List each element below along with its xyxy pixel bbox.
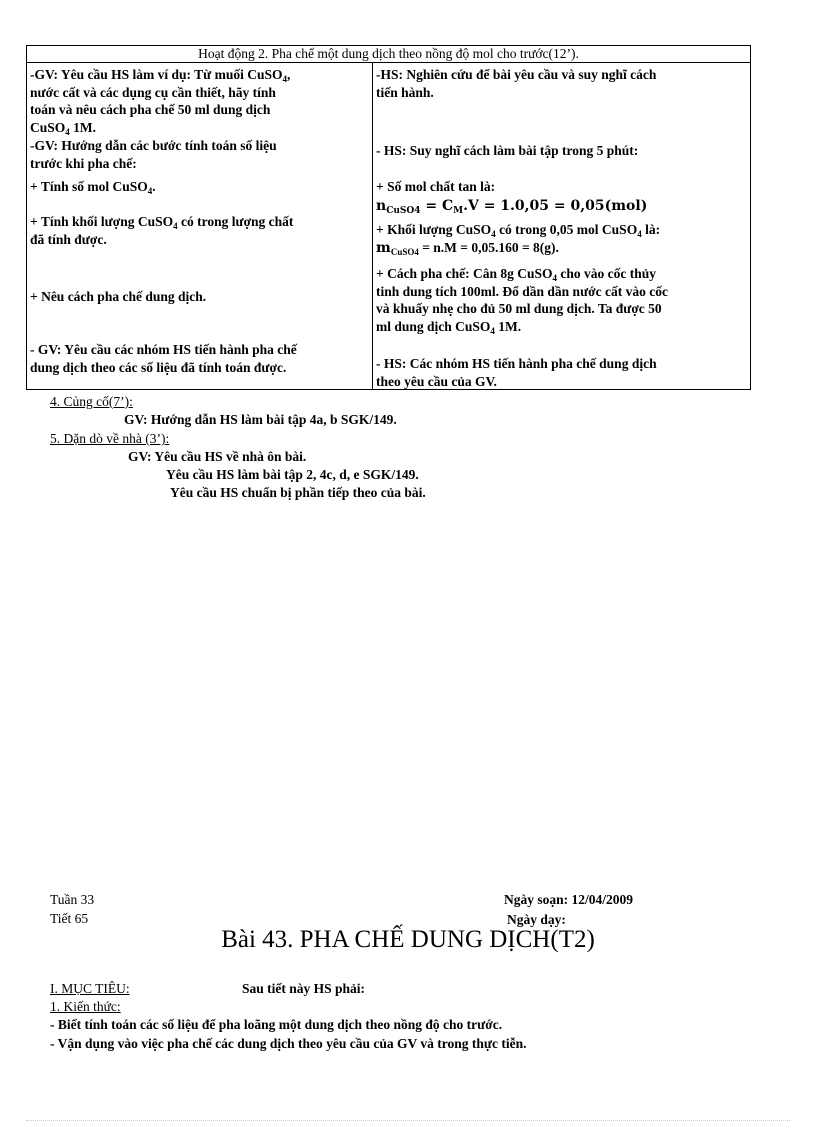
activity-table (26, 45, 751, 390)
teacher-group-task: - GV: Yêu cầu các nhóm HS tiến hành pha chế dung dịch theo các số liệu đã tính toán được. (30, 342, 297, 375)
homework-line-3: Yêu cầu HS chuẩn bị phần tiếp theo của bài. (170, 485, 426, 500)
teacher-guide-steps: -GV: Hướng dẫn các bước tính toán số liệu trước khi pha chế: (30, 138, 277, 171)
knowledge-heading: 1. Kiến thức: (50, 999, 121, 1014)
knowledge-item-1: - Biết tính toán các số liệu để pha loãng một dung dịch theo nồng độ cho trước. (50, 1017, 503, 1032)
student-think: - HS: Suy nghĩ cách làm bài tập trong 5 phút: (376, 143, 639, 158)
consolidate-line: GV: Hướng dẫn HS làm bài tập 4a, b SGK/149. (124, 412, 397, 427)
student-study: -HS: Nghiên cứu để bài yêu cầu và suy nghĩ cách tiến hành. (376, 67, 657, 100)
objectives-intro: Sau tiết này HS phải: (242, 981, 366, 996)
student-mass-label: + Khối lượng CuSO$_4$ có trong 0,05 mol CuSO$_4$ là: (376, 222, 661, 239)
teacher-step-mass: + Tính khối lượng CuSO$_4$ có trong lượng chất đã tính được. (30, 214, 294, 247)
formula-mol: $n_{CuSO4} = C_M.V = 1.0,05 = 0,05(mol)$ (376, 198, 648, 216)
week-label: Tuần 33 (50, 892, 95, 907)
teacher-column (27, 63, 373, 390)
period-label: Tiết 65 (50, 911, 89, 926)
formula-mass: $m_{CuSO4} = n.M = 0,05.160 = 8(g)$. (376, 240, 559, 257)
lesson-title: Bài 43. PHA CHẾ DUNG DỊCH(T2) (221, 926, 595, 953)
objectives-heading: I. MỤC TIÊU: (50, 981, 130, 996)
student-method: + Cách pha chế: Cân 8g CuSO$_4$ cho vào cốc thủy tinh dung tích 100ml. Đổ dần dần nước cất vào cốc và khuấy nhẹ cho đủ 50 ml dung dịch. Ta được 50 ml dung dịch CuSO$_4$ 1M. (376, 266, 668, 336)
student-column (373, 63, 751, 390)
teach-date: Ngày dạy: (507, 912, 566, 927)
table-header: Hoạt động 2. Pha chế một dung dịch theo nồng độ mol cho trước(12’). (27, 46, 751, 63)
homework-heading: 5. Dặn dò về nhà (3’): (50, 431, 170, 446)
teacher-step-mol: + Tính số mol CuSO$_4$. (30, 179, 156, 196)
consolidate-heading: 4. Củng cố(7’): (50, 394, 133, 409)
teacher-task-example: -GV: Yêu cầu HS làm ví dụ: Từ muối CuSO$_4$, nước cất và các dụng cụ cần thiết, hãy tính toán và nêu cách pha chế 50 ml dung dịch CuSO$_4$ 1M. (30, 67, 291, 137)
student-group-work: - HS: Các nhóm HS tiến hành pha chế dung dịch theo yêu cầu của GV. (376, 356, 657, 389)
page-bottom-divider (26, 1120, 790, 1121)
student-mol-label: + Số mol chất tan là: (376, 179, 496, 194)
homework-line-1: GV: Yêu cầu HS về nhà ôn bài. (128, 449, 307, 464)
teacher-step-method: + Nêu cách pha chế dung dịch. (30, 289, 207, 304)
prep-date: Ngày soạn: 12/04/2009 (504, 892, 634, 907)
knowledge-item-2: - Vận dụng vào việc pha chế các dung dịch theo yêu cầu của GV và trong thực tiễn. (50, 1036, 527, 1051)
homework-line-2: Yêu cầu HS làm bài tập 2, 4c, d, e SGK/149. (166, 467, 419, 482)
